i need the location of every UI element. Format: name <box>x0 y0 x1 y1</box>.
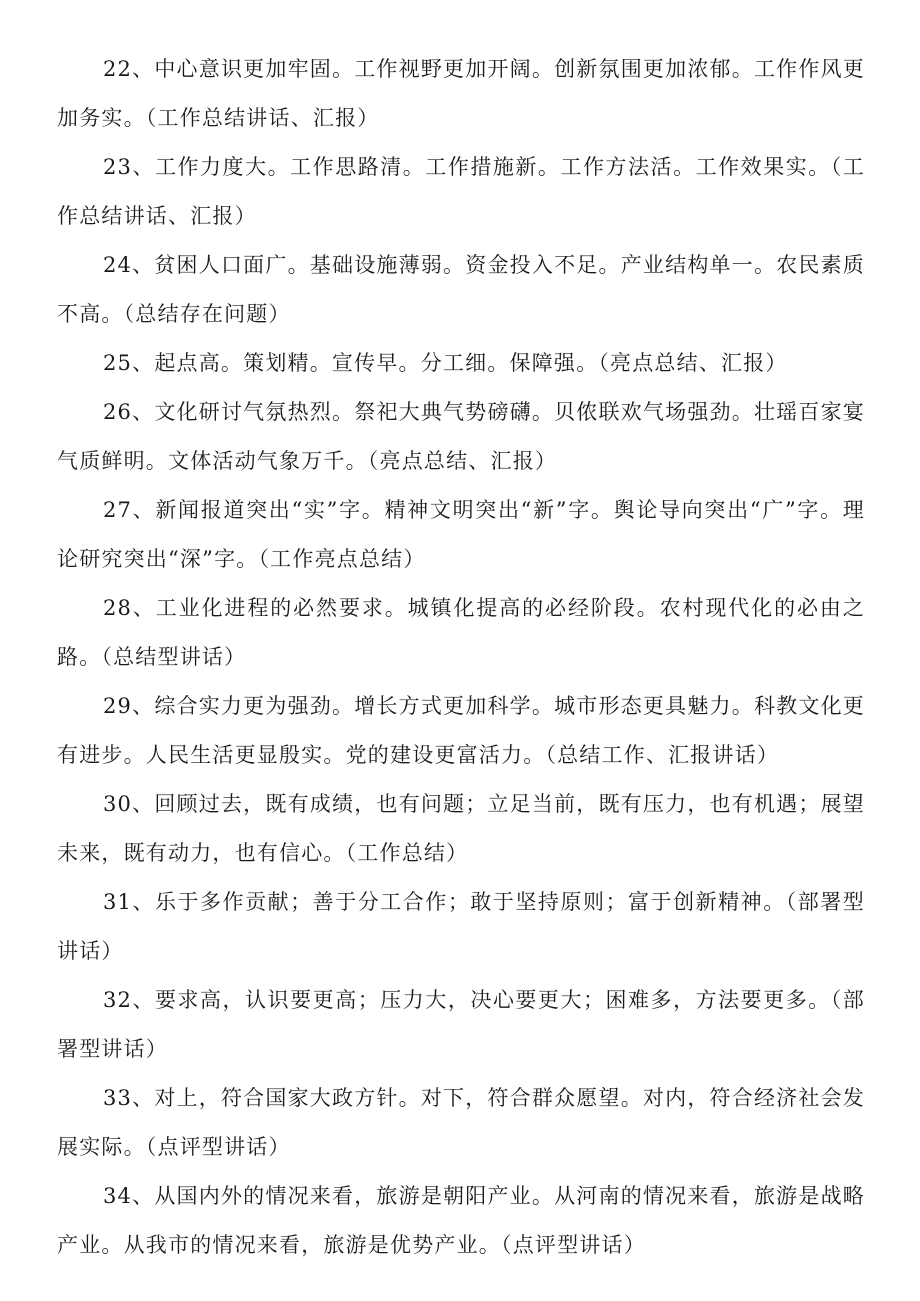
paragraph-29: 29、综合实力更为强劲。增长方式更加科学。城市形态更具魅力。科教文化更有进步。人民生活更显殷实。党的建设更富活力。（总结工作、汇报讲话） <box>57 694 865 767</box>
paragraph-32: 32、要求高，认识要更高；压力大，决心要更大；困难多，方法要更多。（部署型讲话） <box>57 988 865 1061</box>
document-body <box>57 45 865 1270</box>
paragraph-30: 30、回顾过去，既有成绩，也有问题；立足当前，既有压力，也有机遇；展望未来，既有动力，也有信心。（工作总结） <box>57 792 865 865</box>
paragraph-31: 31、乐于多作贡献；善于分工合作；敢于坚持原则；富于创新精神。（部署型讲话） <box>57 890 865 963</box>
paragraph-24: 24、贫困人口面广。基础设施薄弱。资金投入不足。产业结构单一。农民素质不高。（总结存在问题） <box>57 253 865 326</box>
paragraph-34: 34、从国内外的情况来看，旅游是朝阳产业。从河南的情况来看，旅游是战略产业。从我市的情况来看，旅游是优势产业。（点评型讲话） <box>57 1184 865 1257</box>
paragraph-26: 26、文化研讨气氛热烈。祭祀大典气势磅礴。贝侬联欢气场强劲。壮瑶百家宴气质鲜明。文体活动气象万千。（亮点总结、汇报） <box>57 400 865 473</box>
paragraph-27: 27、新闻报道突出“实”字。精神文明突出“新”字。舆论导向突出“广”字。理论研究突出“深”字。（工作亮点总结） <box>57 498 865 571</box>
paragraph-25: 25、起点高。策划精。宣传早。分工细。保障强。（亮点总结、汇报） <box>103 351 788 375</box>
paragraph-28: 28、工业化进程的必然要求。城镇化提高的必经阶段。农村现代化的必由之路。（总结型讲话） <box>57 596 865 669</box>
paragraph-33: 33、对上，符合国家大政方针。对下，符合群众愿望。对内，符合经济社会发展实际。（点评型讲话） <box>57 1086 865 1159</box>
paragraph-23: 23、工作力度大。工作思路清。工作措施新。工作方法活。工作效果实。（工作总结讲话、汇报） <box>57 155 865 228</box>
paragraph-22: 22、中心意识更加牢固。工作视野更加开阔。创新氛围更加浓郁。工作作风更加务实。（工作总结讲话、汇报） <box>57 57 865 130</box>
